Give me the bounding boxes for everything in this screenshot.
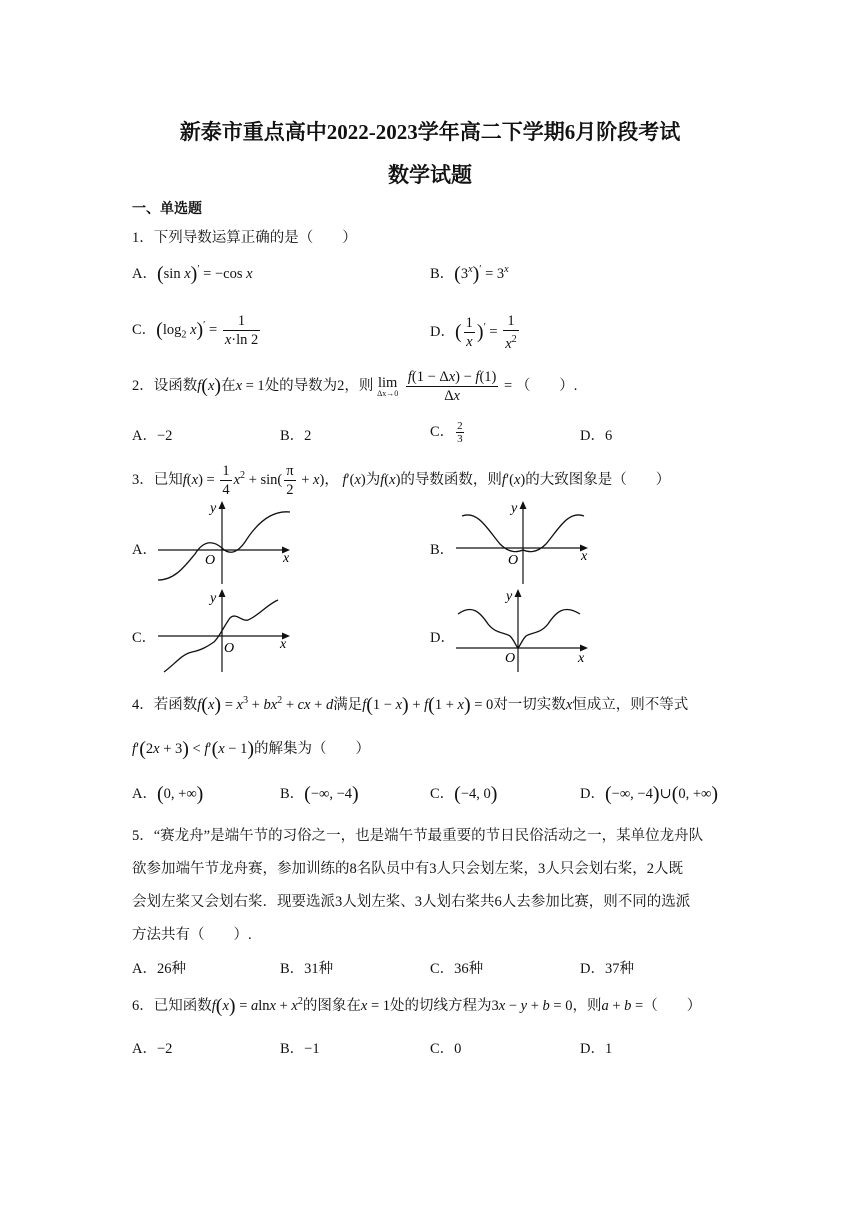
origin-label: O: [508, 553, 519, 568]
q5-option-d: D．37种: [580, 961, 634, 977]
q2-option-d: D．6: [580, 428, 613, 444]
y-axis-label: y: [210, 591, 217, 606]
q5-stem-line2: 欲参加端午节龙舟赛，参加训练的8名队员中有3人只会划左桨，3人只会划右桨，2人既: [132, 861, 683, 877]
x-axis-label: x: [280, 637, 287, 652]
q1-option-a: A．(sin x)′ = −cos x: [132, 263, 253, 285]
origin-label: O: [205, 553, 216, 568]
q5-stem-line1: 5．“赛龙舟”是端午节的习俗之一，也是端午节最重要的节日民俗活动之一，某单位龙舟队: [132, 828, 704, 844]
q2-stem: 2．设函数f(x)在x = 1处的导数为2，则 lim Δx→0 $\frac{f(1 - \Delta x) - f(1)}{\Delta x}$ = （ ）.: [132, 369, 578, 404]
q3-option-c-label: C．: [132, 630, 157, 646]
q5-option-b: B．31种: [280, 961, 334, 977]
q4-option-c: C．(−4, 0): [430, 783, 498, 805]
q6-option-c: C．0: [430, 1041, 462, 1057]
q1-option-c: C．($\log_2$ x)′ = $\frac{1}{x\cdot\ln 2}$: [132, 313, 259, 348]
q6-option-b: B．−1: [280, 1041, 320, 1057]
q6-stem: 6．已知函数$f(x) = alnx + x^2$的图象在x = 1处的切线方程为3x − y + b = 0，则a + b =（ ）: [132, 995, 702, 1017]
q3-option-d-label: D．: [430, 630, 455, 646]
q2-option-a: A．−2: [132, 428, 173, 444]
x-axis-label: x: [578, 651, 585, 666]
q3-graph-c: [150, 586, 300, 674]
q3-graph-b: [448, 498, 598, 586]
q3-graph-a: [150, 498, 300, 586]
y-axis-label: y: [511, 501, 518, 516]
q2-option-b: B．2: [280, 428, 312, 444]
y-axis-label: y: [210, 501, 217, 516]
exam-title: 新泰市重点高中2022-2023学年高二下学期6月阶段考试: [179, 120, 681, 144]
q5-stem-line4: 方法共有（ ）.: [132, 927, 252, 943]
x-axis-label: x: [581, 549, 588, 564]
origin-label: O: [224, 641, 235, 656]
q4-option-d: D．(−∞, −4)∪(0, +∞): [580, 783, 719, 805]
q4-stem-line2: f′(2x + 3) < f′(x − 1)的解集为（ ）: [132, 738, 371, 760]
q3-option-b-label: B．: [430, 542, 455, 558]
q2-option-c: C． $\frac{2}{3}$: [430, 420, 463, 446]
exam-subtitle: 数学试题: [388, 163, 472, 187]
q6-option-d: D．1: [580, 1041, 613, 1057]
q6-option-a: A．−2: [132, 1041, 173, 1057]
q4-option-b: B．(−∞, −4): [280, 783, 359, 805]
q1-option-b: B．$(3^x)' = 3^x$: [430, 263, 509, 285]
x-axis-label: x: [283, 551, 290, 566]
q4-option-a: A．(0, +∞): [132, 783, 204, 805]
section-heading: 一、单选题: [132, 202, 202, 217]
q5-stem-line3: 会划左桨又会划右桨．现要选派3人划左桨、3人划右桨共6人去参加比赛，则不同的选派: [132, 894, 691, 910]
q3-graph-d: [448, 586, 598, 674]
q5-option-c: C．36种: [430, 961, 484, 977]
origin-label: O: [505, 651, 516, 666]
q1-stem: 1．下列导数运算正确的是（ ）: [132, 230, 357, 246]
q4-stem-line1: 4．若函数$f(x) = x^3 + bx^2$ + cx + d满足f(1 − x) + f(1 + x) = 0对一切实数x恒成立，则不等式: [132, 694, 689, 716]
q3-option-a-label: A．: [132, 542, 157, 558]
q3-stem: 3．已知f(x) = $\frac{1}{4}$ $x^2 + \sin$( $\frac{\pi}{2}$ + x)， f′(x)为f(x)的导数函数，则f′(x)的大致图象是（ ）: [132, 463, 671, 498]
q5-option-a: A．26种: [132, 961, 186, 977]
q1-option-d: D．( $\frac{1}{x}$ )′ = $\frac{1}{x^2}$: [430, 313, 517, 352]
y-axis-label: y: [506, 589, 513, 604]
